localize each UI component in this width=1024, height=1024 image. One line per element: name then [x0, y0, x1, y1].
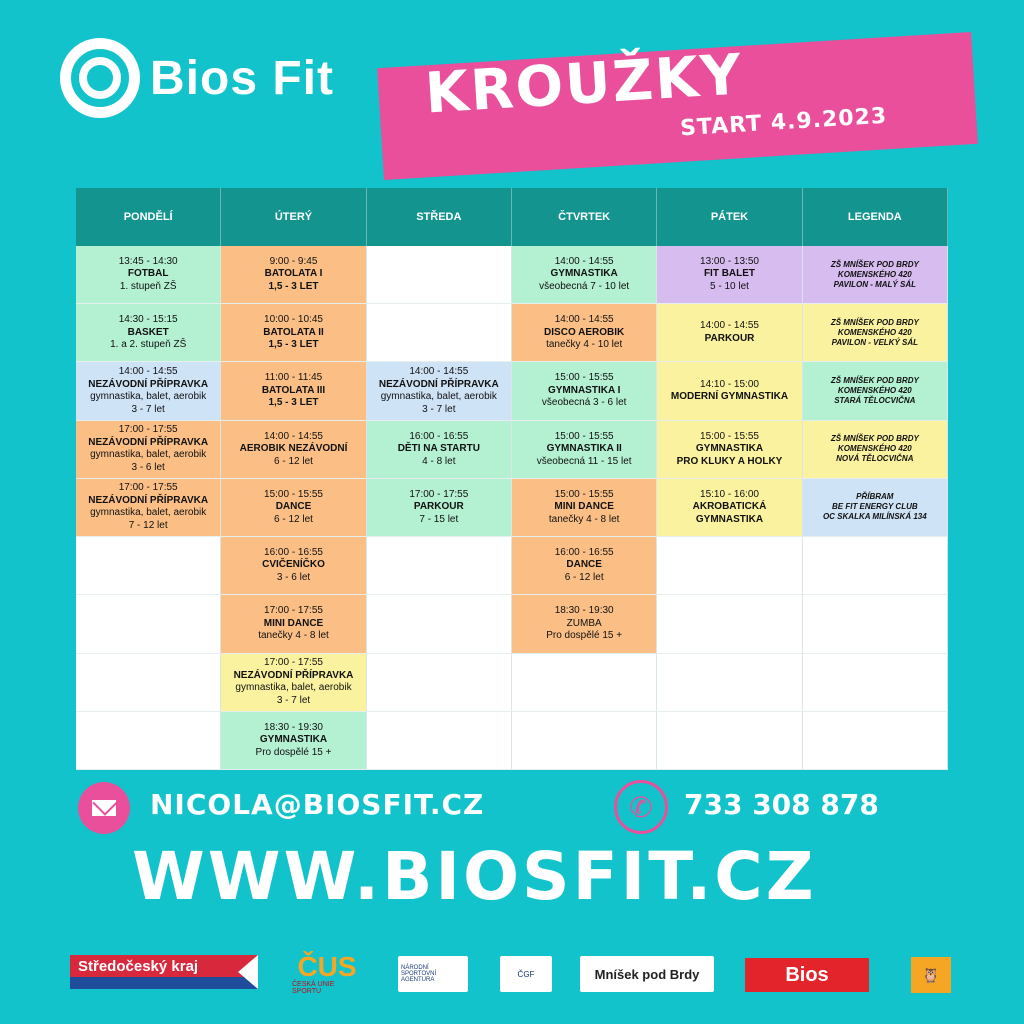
- schedule-cell: 17:00 - 17:55 NEZÁVODNÍ PŘÍPRAVKA gymnastika, balet, aerobik 3 - 6 let: [76, 421, 221, 479]
- bios-logo: Bios: [745, 958, 869, 992]
- empty-cell: [76, 654, 221, 712]
- bios-fit-logo: [60, 38, 334, 118]
- schedule-cell: 15:00 - 15:55 GYMNASTIKA I všeobecná 3 - 6 let: [512, 362, 657, 420]
- legend-cell: ZŠ MNÍŠEK POD BRDY KOMENSKÉHO 420 STARÁ TĚLOCVIČNA: [803, 362, 948, 420]
- schedule-cell: 17:00 - 17:55 PARKOUR 7 - 15 let: [367, 479, 512, 537]
- website-link[interactable]: WWW.BIOSFIT.CZ: [132, 838, 817, 915]
- schedule-cell: 13:00 - 13:50 FIT BALET 5 - 10 let: [657, 246, 802, 304]
- target-logo-icon: [60, 38, 140, 118]
- logo-text: Bios Fit: [150, 51, 334, 105]
- schedule-cell: 15:00 - 15:55 MINI DANCE tanečky 4 - 8 let: [512, 479, 657, 537]
- empty-cell: [803, 654, 948, 712]
- schedule-cell: 14:00 - 14:55 AEROBIK NEZÁVODNÍ 6 - 12 let: [221, 421, 366, 479]
- schedule-cell: 17:00 - 17:55 MINI DANCE tanečky 4 - 8 let: [221, 595, 366, 653]
- schedule-cell: 15:00 - 15:55 DANCE 6 - 12 let: [221, 479, 366, 537]
- schedule-cell: 14:10 - 15:00 MODERNÍ GYMNASTIKA: [657, 362, 802, 420]
- empty-cell: [657, 537, 802, 595]
- empty-cell: [803, 537, 948, 595]
- mail-icon: [78, 782, 130, 834]
- schedule-cell: 14:30 - 15:15 BASKET 1. a 2. stupeň ZŠ: [76, 304, 221, 362]
- header-monday: PONDĚLÍ: [76, 188, 221, 246]
- schedule-cell: 14:00 - 14:55 DISCO AEROBIK tanečky 4 - 10 let: [512, 304, 657, 362]
- phone-number[interactable]: 733 308 878: [684, 788, 879, 821]
- schedule-cell: 15:00 - 15:55 GYMNASTIKA PRO KLUKY A HOLKY: [657, 421, 802, 479]
- empty-cell: [803, 712, 948, 770]
- email-link[interactable]: NICOLA@BIOSFIT.CZ: [150, 788, 485, 821]
- schedule-cell: 14:00 - 14:55 NEZÁVODNÍ PŘÍPRAVKA gymnastika, balet, aerobik 3 - 7 let: [367, 362, 512, 420]
- nsa-logo: NÁRODNÍ SPORTOVNÍ AGENTURA: [398, 956, 468, 992]
- empty-cell: [367, 712, 512, 770]
- banner-title: KROUŽKY: [423, 42, 745, 127]
- empty-cell: [367, 246, 512, 304]
- header-wednesday: STŘEDA: [367, 188, 512, 246]
- legend-cell: PŘÍBRAM BE FIT ENERGY CLUB OC SKALKA MILÍNSKÁ 134: [803, 479, 948, 537]
- empty-cell: [657, 654, 802, 712]
- schedule-cell: 16:00 - 16:55 CVIČENÍČKO 3 - 6 let: [221, 537, 366, 595]
- schedule-cell: 15:10 - 16:00 AKROBATICKÁ GYMNASTIKA: [657, 479, 802, 537]
- empty-cell: [367, 304, 512, 362]
- mnisek-logo: Mníšek pod Brdy: [580, 956, 714, 992]
- empty-cell: [367, 537, 512, 595]
- cus-logo: ČUS ČESKÁ UNIE SPORTU: [292, 951, 357, 995]
- schedule-cell: 13:45 - 14:30 FOTBAL 1. stupeň ZŠ: [76, 246, 221, 304]
- schedule-cell: 16:00 - 16:55 DĚTI NA STARTU 4 - 8 let: [367, 421, 512, 479]
- legend-cell: ZŠ MNÍŠEK POD BRDY KOMENSKÉHO 420 PAVILON - VELKÝ SÁL: [803, 304, 948, 362]
- schedule-cell: 9:00 - 9:45 BATOLATA I 1,5 - 3 LET: [221, 246, 366, 304]
- empty-cell: [76, 537, 221, 595]
- empty-cell: [657, 712, 802, 770]
- schedule-cell: 17:00 - 17:55 NEZÁVODNÍ PŘÍPRAVKA gymnastika, balet, aerobik 7 - 12 let: [76, 479, 221, 537]
- stredocesky-kraj-logo: Středočeský kraj: [70, 955, 258, 989]
- empty-cell: [512, 712, 657, 770]
- header-friday: PÁTEK: [657, 188, 802, 246]
- schedule-cell: 14:00 - 14:55 GYMNASTIKA všeobecná 7 - 10 let: [512, 246, 657, 304]
- schedule-cell: 15:00 - 15:55 GYMNASTIKA II všeobecná 11 - 15 let: [512, 421, 657, 479]
- cgf-logo: ČGF: [500, 956, 552, 992]
- header-thursday: ČTVRTEK: [512, 188, 657, 246]
- schedule-cell: 18:30 - 19:30 ZUMBA Pro dospělé 15 +: [512, 595, 657, 653]
- phone-icon: ✆: [614, 780, 668, 834]
- legend-cell: ZŠ MNÍŠEK POD BRDY KOMENSKÉHO 420 NOVÁ TĚLOCVIČNA: [803, 421, 948, 479]
- schedule-cell: 11:00 - 11:45 BATOLATA III 1,5 - 3 LET: [221, 362, 366, 420]
- header-legend: LEGENDA: [803, 188, 948, 246]
- empty-cell: [76, 595, 221, 653]
- empty-cell: [512, 654, 657, 712]
- empty-cell: [803, 595, 948, 653]
- legend-cell: ZŠ MNÍŠEK POD BRDY KOMENSKÉHO 420 PAVILON - MALÝ SÁL: [803, 246, 948, 304]
- schedule-cell: 17:00 - 17:55 NEZÁVODNÍ PŘÍPRAVKA gymnastika, balet, aerobik 3 - 7 let: [221, 654, 366, 712]
- empty-cell: [367, 654, 512, 712]
- schedule-cell: 10:00 - 10:45 BATOLATA II 1,5 - 3 LET: [221, 304, 366, 362]
- schedule-cell: 16:00 - 16:55 DANCE 6 - 12 let: [512, 537, 657, 595]
- banner-subtitle: START 4.9.2023: [679, 103, 888, 142]
- schedule-cell: 14:00 - 14:55 PARKOUR: [657, 304, 802, 362]
- schedule-table: [76, 188, 948, 770]
- empty-cell: [657, 595, 802, 653]
- owl-logo-icon: 🦉: [911, 957, 951, 993]
- schedule-cell: 18:30 - 19:30 GYMNASTIKA Pro dospělé 15 +: [221, 712, 366, 770]
- schedule-cell: 14:00 - 14:55 NEZÁVODNÍ PŘÍPRAVKA gymnastika, balet, aerobik 3 - 7 let: [76, 362, 221, 420]
- header-tuesday: ÚTERÝ: [221, 188, 366, 246]
- empty-cell: [367, 595, 512, 653]
- empty-cell: [76, 712, 221, 770]
